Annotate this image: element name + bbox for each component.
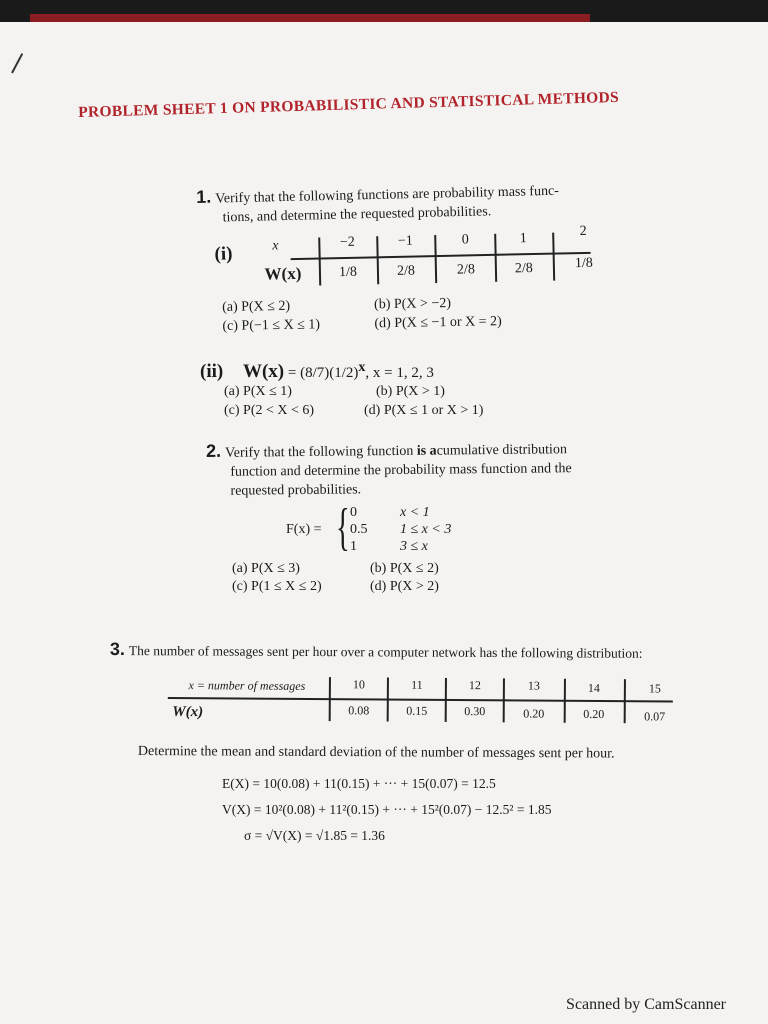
message-distribution-table [168,672,688,730]
x-value: 11 [411,677,423,692]
table-divider [434,235,437,283]
std-equation: σ = √V(X) = √1.85 = 1.36 [244,828,385,843]
table-divider [318,237,321,285]
w-value: 0.20 [523,706,545,721]
question-d: (d) P(X ≤ 1 or X > 1) [364,403,484,418]
case-value: 0.5 [350,522,368,537]
problem-1-number: 1. [195,186,212,207]
x-value: 13 [527,678,540,693]
x-header: x [272,238,279,254]
x-value: 1 [519,231,527,247]
case-condition: x < 1 [400,505,430,520]
variance-equation: V(X) = 10²(0.08) + 11²(0.15) + ··· + 15²(0.07) − 12.5² = 1.85 [222,802,552,817]
part-ii-label: (ii) [200,361,224,382]
x-value: 0 [461,232,469,248]
question-b: (b) P(X ≤ 2) [370,561,439,576]
w-header: W(x) [264,263,302,284]
table-divider [329,677,331,721]
camscanner-watermark: Scanned by CamScanner [566,996,726,1013]
fx-label: F(x) = [286,522,322,537]
part-ii-questions [224,384,584,424]
problem-2-number: 2. [205,440,222,461]
table-divider [552,233,555,281]
problem-3-text: 3. The number of messages sent per hour over a computer network has the following distribution: [109,639,643,661]
w-value: 2/8 [514,261,534,277]
x-value: 12 [468,678,481,693]
w-value: 0.15 [406,703,428,718]
w-value: 0.30 [464,704,486,719]
question-d: (d) P(X ≤ −1 or X = 2) [374,314,502,332]
part-i-label: (i) [214,243,233,265]
pen-mark [11,53,23,73]
table-divider [387,678,389,722]
question-b: (b) P(X > 1) [376,384,445,399]
table-divider [376,236,379,284]
table-divider [168,697,673,702]
brace-symbol: { [336,499,350,556]
w-value: 0.20 [583,706,605,722]
w-value: 1/8 [574,255,593,272]
problem-2-questions [232,561,592,601]
case-value: 1 [350,539,357,554]
table-divider [494,234,497,282]
table-divider [445,678,447,722]
question-a: (a) P(X ≤ 2) [222,298,291,315]
binder-edge [30,14,590,22]
x-value: 14 [587,680,600,696]
case-value: 0 [350,505,357,520]
w-header: W(x) [172,704,204,721]
question-c: (c) P(1 ≤ X ≤ 2) [232,579,322,594]
cdf-definition [286,520,322,539]
case-condition: 1 ≤ x < 3 [400,522,452,537]
question-c: (c) P(2 < X < 6) [224,403,315,418]
w-value: 1/8 [338,264,358,281]
problem-2-text: 2. Verify that the following function is acumulative distribution function and determine the probability mass function and the requested probabilities. [205,440,572,499]
pmf-table-i [200,219,611,288]
x-value: 15 [648,681,661,696]
table-divider [624,679,626,723]
question-a: (a) P(X ≤ 3) [232,561,300,576]
table-divider [564,679,566,723]
page-title: PROBLEM SHEET 1 ON PROBABILISTIC AND STATISTICAL METHODS [78,88,620,121]
x-header: x = number of messages [188,678,306,693]
x-value: −1 [397,233,413,249]
x-value: −2 [339,234,355,251]
mean-equation: E(X) = 10(0.08) + 11(0.15) + ··· + 15(0.07) = 12.5 [222,776,496,791]
question-d: (d) P(X > 2) [370,579,439,594]
w-value: 0.08 [348,703,370,718]
problem-1-text: 1. Verify that the following functions are probability mass func- tions, and determine the requested probabilities. [195,183,560,226]
part-i-questions [222,293,603,340]
table-divider [291,252,591,260]
table-divider [503,678,505,722]
w-value: 2/8 [456,262,476,278]
x-value: 10 [352,677,365,692]
question-b: (b) P(X > −2) [373,296,452,313]
question-a: (a) P(X ≤ 1) [224,384,292,399]
w-value: 2/8 [396,263,416,279]
problem-3-number: 3. [109,639,126,660]
case-condition: 3 ≤ x [400,539,428,554]
cdf-cases [350,505,500,565]
determine-text: Determine the mean and standard deviation of the number of messages sent per hour. [137,744,615,762]
x-value: 2 [579,223,587,240]
question-c: (c) P(−1 ≤ X ≤ 1) [222,317,321,334]
w-value: 0.07 [644,709,666,724]
part-ii-formula: (ii) $W(x) = (8/7)(1/2)^x$, x = 1, 2, 3 [200,360,434,382]
